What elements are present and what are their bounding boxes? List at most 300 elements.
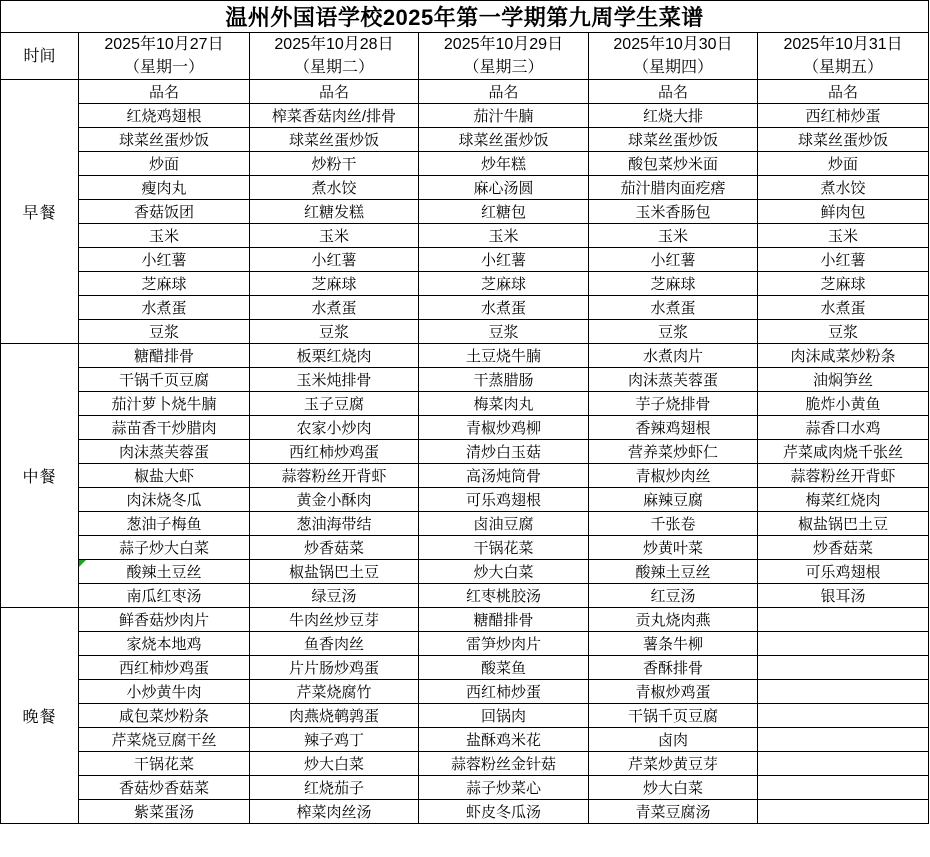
menu-cell [419, 416, 589, 440]
menu-cell-text: 西红柿炒蛋 [465, 684, 541, 702]
menu-row [1, 488, 929, 512]
menu-cell-text: 芝麻球 [480, 276, 526, 294]
menu-cell [250, 632, 419, 656]
menu-cell [419, 392, 589, 416]
menu-cell-text: 蒜蓉粉丝金针菇 [450, 756, 556, 774]
menu-cell-text: 农家小炒肉 [296, 420, 372, 438]
menu-cell [250, 800, 419, 824]
menu-cell [79, 704, 250, 728]
menu-cell-text: 紫菜蛋汤 [133, 804, 194, 822]
menu-row [1, 176, 929, 200]
menu-cell-text: 豆浆 [148, 324, 179, 342]
menu-cell-text: 榨菜肉丝汤 [296, 804, 372, 822]
menu-row [1, 560, 929, 584]
menu-cell-text: 干锅花菜 [133, 756, 194, 774]
day-weekday: （星期一） [123, 59, 204, 77]
day-weekday: （星期五） [803, 59, 884, 77]
menu-cell [79, 320, 250, 344]
menu-cell-text: 品名 [828, 84, 859, 102]
menu-cell-text: 芝麻球 [311, 276, 357, 294]
menu-cell-text: 鱼香肉丝 [303, 636, 364, 654]
menu-cell [79, 608, 250, 632]
menu-cell [589, 488, 758, 512]
menu-cell-text: 芝麻球 [650, 276, 696, 294]
menu-row [1, 536, 929, 560]
menu-cell [758, 104, 929, 128]
menu-cell-text: 玉米炖排骨 [296, 372, 372, 390]
menu-cell-text: 干锅千页豆腐 [118, 372, 209, 390]
menu-cell [250, 128, 419, 152]
menu-cell-text: 酸辣土豆丝 [635, 564, 711, 582]
menu-cell [758, 248, 929, 272]
menu-cell [758, 80, 929, 104]
menu-cell [250, 80, 419, 104]
day-date: 2025年10月28日 [274, 36, 394, 53]
menu-cell-text: 银耳汤 [820, 588, 866, 606]
menu-cell [419, 224, 589, 248]
meal-label: 早餐 [1, 80, 79, 344]
menu-cell [250, 728, 419, 752]
menu-cell-text: 肉沫咸菜炒粉条 [790, 348, 896, 366]
day-header-3 [419, 33, 589, 80]
menu-row [1, 368, 929, 392]
menu-cell [758, 488, 929, 512]
menu-cell [589, 680, 758, 704]
menu-cell-text: 千张卷 [650, 516, 696, 534]
menu-cell [250, 704, 419, 728]
menu-cell [250, 104, 419, 128]
menu-cell [758, 296, 929, 320]
menu-cell-text: 黄金小酥肉 [296, 492, 372, 510]
menu-cell-text: 西红柿炒鸡蛋 [288, 444, 379, 462]
menu-cell-text: 青椒炒肉丝 [635, 468, 711, 486]
menu-row [1, 440, 929, 464]
menu-cell-text: 营养菜炒虾仁 [627, 444, 718, 462]
menu-row [1, 464, 929, 488]
menu-cell [79, 344, 250, 368]
menu-cell-text: 鲜香菇炒肉片 [118, 612, 209, 630]
menu-cell [250, 512, 419, 536]
menu-cell [250, 176, 419, 200]
menu-cell-text: 咸包菜炒粉条 [118, 708, 209, 726]
menu-row [1, 776, 929, 800]
menu-cell [589, 368, 758, 392]
menu-cell-text: 豆浆 [488, 324, 519, 342]
menu-cell-text: 红糖发糕 [303, 204, 364, 222]
menu-cell [419, 464, 589, 488]
menu-cell-text: 鲜肉包 [820, 204, 866, 222]
menu-cell-text: 球菜丝蛋炒饭 [627, 132, 718, 150]
menu-cell [419, 80, 589, 104]
menu-cell-text: 玉子豆腐 [303, 396, 364, 414]
menu-cell-text: 酸包菜炒米面 [627, 156, 718, 174]
menu-cell [79, 272, 250, 296]
menu-cell [758, 704, 929, 728]
menu-row [1, 512, 929, 536]
menu-cell-text: 梅菜肉丸 [473, 396, 534, 414]
menu-cell [758, 800, 929, 824]
menu-cell-text: 虾皮冬瓜汤 [465, 804, 541, 822]
menu-cell [79, 176, 250, 200]
menu-row [1, 248, 929, 272]
menu-cell [250, 368, 419, 392]
menu-cell [419, 776, 589, 800]
menu-cell [419, 248, 589, 272]
menu-cell [589, 392, 758, 416]
menu-cell-text: 球菜丝蛋炒饭 [798, 132, 889, 150]
menu-cell [419, 632, 589, 656]
menu-cell-text: 小红薯 [480, 252, 526, 270]
menu-cell-text: 家烧本地鸡 [126, 636, 202, 654]
day-date: 2025年10月29日 [443, 36, 564, 53]
menu-cell-text: 芹菜咸肉烧千张丝 [783, 444, 904, 462]
menu-cell [419, 272, 589, 296]
menu-cell-text: 炒面 [828, 156, 859, 174]
menu-cell-text: 蒜香口水鸡 [805, 420, 881, 438]
menu-cell-text: 可乐鸡翅根 [805, 564, 881, 582]
menu-cell-text: 品名 [148, 84, 179, 102]
menu-cell [589, 584, 758, 608]
menu-cell [79, 80, 250, 104]
menu-cell-text: 香菇饭团 [133, 204, 194, 222]
menu-cell [419, 296, 589, 320]
menu-cell [758, 680, 929, 704]
menu-cell [419, 560, 589, 584]
menu-cell-text: 高汤炖筒骨 [465, 468, 541, 486]
menu-cell-text: 可乐鸡翅根 [465, 492, 541, 510]
menu-cell-text: 水煮蛋 [480, 300, 526, 318]
menu-cell [79, 464, 250, 488]
menu-cell [589, 512, 758, 536]
menu-cell-text: 水煮肉片 [642, 348, 703, 366]
menu-cell-text: 球菜丝蛋炒饭 [458, 132, 549, 150]
menu-cell-text: 球菜丝蛋炒饭 [288, 132, 379, 150]
menu-cell [419, 344, 589, 368]
menu-row [1, 296, 929, 320]
menu-cell-text: 香酥排骨 [642, 660, 703, 678]
menu-cell [419, 176, 589, 200]
menu-cell [758, 176, 929, 200]
menu-cell [79, 680, 250, 704]
menu-cell-text: 卤油豆腐 [473, 516, 534, 534]
menu-cell-text: 煮水饺 [311, 180, 357, 198]
menu-cell [250, 536, 419, 560]
menu-cell [79, 632, 250, 656]
menu-cell [758, 320, 929, 344]
menu-cell [419, 320, 589, 344]
menu-cell-text: 青菜豆腐汤 [635, 804, 711, 822]
menu-cell-text: 椒盐大虾 [133, 468, 194, 486]
day-date: 2025年10月30日 [613, 36, 733, 53]
menu-cell-text: 西红柿炒鸡蛋 [118, 660, 209, 678]
menu-cell [589, 560, 758, 584]
menu-cell-text: 水煮蛋 [311, 300, 357, 318]
menu-cell [419, 152, 589, 176]
menu-cell [79, 488, 250, 512]
menu-cell-text: 牛肉丝炒豆芽 [288, 612, 379, 630]
menu-row [1, 320, 929, 344]
menu-cell-text: 酸辣土豆丝 [126, 564, 202, 582]
menu-row [1, 80, 929, 104]
menu-cell [758, 344, 929, 368]
menu-cell [250, 248, 419, 272]
menu-cell-text: 干锅花菜 [473, 540, 534, 558]
menu-cell [79, 560, 250, 584]
title-row [1, 1, 929, 33]
menu-cell [589, 320, 758, 344]
day-header-2 [250, 33, 419, 80]
menu-cell [79, 152, 250, 176]
menu-cell [758, 440, 929, 464]
menu-cell-text: 椒盐锅巴土豆 [288, 564, 379, 582]
menu-cell [79, 224, 250, 248]
menu-cell-text: 脆炸小黄鱼 [805, 396, 881, 414]
menu-cell [419, 440, 589, 464]
menu-row [1, 224, 929, 248]
menu-cell [419, 368, 589, 392]
menu-cell [758, 560, 929, 584]
menu-cell [758, 776, 929, 800]
time-label: 时间 [1, 33, 79, 80]
menu-cell-text: 小红薯 [141, 252, 187, 270]
menu-cell [758, 752, 929, 776]
menu-cell-text: 蒜子炒大白菜 [118, 540, 209, 558]
menu-cell-text: 梅菜红烧肉 [805, 492, 881, 510]
menu-cell-text: 肉燕烧鹌鹑蛋 [288, 708, 379, 726]
menu-cell-text: 干蒸腊肠 [473, 372, 534, 390]
menu-cell [758, 608, 929, 632]
menu-cell-text: 玉米 [488, 228, 519, 246]
menu-cell [250, 560, 419, 584]
menu-cell [589, 704, 758, 728]
menu-cell-text: 红烧茄子 [303, 780, 364, 798]
day-header-1 [79, 33, 250, 80]
menu-cell [589, 464, 758, 488]
menu-cell [79, 416, 250, 440]
menu-cell-text: 品名 [657, 84, 688, 102]
menu-cell [758, 632, 929, 656]
menu-cell [250, 776, 419, 800]
menu-cell-text: 糖醋排骨 [473, 612, 534, 630]
menu-cell-text: 炒香菇菜 [813, 540, 874, 558]
menu-cell [589, 728, 758, 752]
menu-cell [79, 392, 250, 416]
menu-cell [419, 752, 589, 776]
menu-cell-text: 绿豆汤 [311, 588, 357, 606]
menu-cell-text: 豆浆 [657, 324, 688, 342]
menu-cell-text: 瘦肉丸 [141, 180, 187, 198]
menu-cell-text: 辣子鸡丁 [303, 732, 364, 750]
menu-cell [589, 344, 758, 368]
menu-row [1, 752, 929, 776]
menu-cell-text: 芝麻球 [141, 276, 187, 294]
menu-cell [589, 176, 758, 200]
menu-cell-text: 土豆烧牛腩 [465, 348, 541, 366]
menu-cell [419, 704, 589, 728]
menu-cell [589, 800, 758, 824]
menu-cell-text: 豆浆 [318, 324, 349, 342]
meal-label: 晚餐 [1, 608, 79, 824]
menu-row [1, 272, 929, 296]
menu-row [1, 128, 929, 152]
menu-cell [79, 512, 250, 536]
menu-cell-text: 小红薯 [820, 252, 866, 270]
menu-cell-text: 水煮蛋 [820, 300, 866, 318]
menu-cell-text: 芹菜烧豆腐干丝 [111, 732, 217, 750]
menu-cell [589, 752, 758, 776]
menu-row [1, 800, 929, 824]
menu-cell-text: 蒜蓉粉丝开背虾 [790, 468, 896, 486]
menu-cell-text: 煮水饺 [820, 180, 866, 198]
menu-cell [758, 152, 929, 176]
menu-cell-text: 小红薯 [311, 252, 357, 270]
menu-cell-text: 芹菜炒黄豆芽 [627, 756, 718, 774]
menu-cell-text: 茄汁牛腩 [473, 108, 534, 126]
menu-cell-text: 南瓜红枣汤 [126, 588, 202, 606]
day-header-4 [589, 33, 758, 80]
menu-cell-text: 红糖包 [480, 204, 526, 222]
menu-cell [589, 608, 758, 632]
menu-cell [79, 728, 250, 752]
menu-cell-text: 红烧大排 [642, 108, 703, 126]
menu-cell [250, 488, 419, 512]
menu-cell-text: 椒盐锅巴土豆 [798, 516, 889, 534]
menu-cell-text: 香菇炒香菇菜 [118, 780, 209, 798]
menu-cell-text: 玉米 [657, 228, 688, 246]
menu-cell-text: 板栗红烧肉 [296, 348, 372, 366]
menu-cell [250, 656, 419, 680]
menu-cell [250, 440, 419, 464]
menu-cell [250, 344, 419, 368]
menu-cell-text: 葱油海带结 [296, 516, 372, 534]
menu-cell-text: 豆浆 [828, 324, 859, 342]
menu-cell [419, 200, 589, 224]
menu-cell [250, 416, 419, 440]
menu-cell-text: 品名 [488, 84, 519, 102]
menu-cell-text: 青椒炒鸡蛋 [635, 684, 711, 702]
menu-cell [589, 104, 758, 128]
header-row [1, 33, 929, 80]
menu-cell-text: 干锅千页豆腐 [627, 708, 718, 726]
menu-cell-text: 葱油子梅鱼 [126, 516, 202, 534]
menu-cell [250, 392, 419, 416]
menu-cell [79, 104, 250, 128]
menu-cell-text: 玉米 [148, 228, 179, 246]
menu-cell-text: 雷笋炒肉片 [465, 636, 541, 654]
menu-cell-text: 麻辣豆腐 [642, 492, 703, 510]
menu-cell [589, 152, 758, 176]
menu-row [1, 608, 929, 632]
menu-cell [589, 248, 758, 272]
menu-cell [758, 728, 929, 752]
menu-cell-text: 盐酥鸡米花 [465, 732, 541, 750]
menu-cell-text: 炒粉干 [311, 156, 357, 174]
menu-cell [79, 800, 250, 824]
menu-row [1, 104, 929, 128]
menu-cell-text: 芹菜烧腐竹 [296, 684, 372, 702]
menu-cell-text: 榨菜香菇肉丝/排骨 [271, 108, 397, 126]
menu-cell [758, 536, 929, 560]
menu-cell-text: 青椒炒鸡柳 [465, 420, 541, 438]
menu-row [1, 656, 929, 680]
menu-row [1, 584, 929, 608]
menu-cell-text: 肉沫烧冬瓜 [126, 492, 202, 510]
menu-cell [79, 656, 250, 680]
menu-cell-text: 炒香菇菜 [303, 540, 364, 558]
menu-cell [250, 752, 419, 776]
menu-cell [79, 368, 250, 392]
menu-cell [589, 272, 758, 296]
menu-cell [589, 632, 758, 656]
menu-row [1, 200, 929, 224]
menu-cell [758, 656, 929, 680]
menu-cell [758, 392, 929, 416]
menu-cell-text: 西红柿炒蛋 [805, 108, 881, 126]
menu-cell-text: 贡丸烧肉燕 [635, 612, 711, 630]
menu-cell-text: 蒜苗香干炒腊肉 [111, 420, 217, 438]
menu-cell [250, 320, 419, 344]
menu-cell [589, 128, 758, 152]
menu-cell [79, 248, 250, 272]
menu-row [1, 152, 929, 176]
menu-cell [589, 296, 758, 320]
menu-cell-text: 小炒黄牛肉 [126, 684, 202, 702]
menu-cell [419, 800, 589, 824]
menu-cell [250, 200, 419, 224]
menu-cell-text: 芋子烧排骨 [635, 396, 711, 414]
menu-cell-text: 肉沫蒸芙蓉蛋 [627, 372, 718, 390]
menu-cell [79, 128, 250, 152]
menu-cell-text: 肉沫蒸芙蓉蛋 [118, 444, 209, 462]
menu-cell [250, 152, 419, 176]
menu-cell-text: 麻心汤圆 [473, 180, 534, 198]
day-header-5 [758, 33, 929, 80]
menu-cell-text: 炒大白菜 [303, 756, 364, 774]
cell-comment-marker-icon [79, 560, 86, 567]
menu-row [1, 392, 929, 416]
page-title: 温州外国语学校2025年第一学期第九周学生菜谱 [1, 1, 929, 33]
menu-cell [419, 680, 589, 704]
menu-cell-text: 红枣桃胶汤 [465, 588, 541, 606]
menu-cell [79, 296, 250, 320]
menu-cell-text: 酸菜鱼 [480, 660, 526, 678]
menu-cell [79, 440, 250, 464]
menu-cell-text: 炒年糕 [480, 156, 526, 174]
menu-cell-text: 茄汁萝卜烧牛腩 [111, 396, 217, 414]
menu-cell-text: 清炒白玉菇 [465, 444, 541, 462]
menu-cell [419, 728, 589, 752]
menu-cell-text: 薯条牛柳 [642, 636, 703, 654]
day-weekday: （星期二） [293, 59, 374, 77]
menu-cell [589, 416, 758, 440]
menu-cell-text: 卤肉 [657, 732, 688, 750]
menu-cell [589, 80, 758, 104]
menu-cell-text: 小红薯 [650, 252, 696, 270]
menu-cell [79, 200, 250, 224]
menu-cell-text: 糖醋排骨 [133, 348, 194, 366]
menu-cell-text: 炒面 [148, 156, 179, 174]
menu-cell-text: 油焖笋丝 [813, 372, 874, 390]
menu-cell-text: 芝麻球 [820, 276, 866, 294]
menu-cell [419, 536, 589, 560]
menu-cell-text: 玉米 [318, 228, 349, 246]
day-date: 2025年10月27日 [104, 36, 224, 53]
menu-cell-text: 回锅肉 [480, 708, 526, 726]
menu-cell [758, 128, 929, 152]
menu-cell [250, 584, 419, 608]
menu-cell-text: 香辣鸡翅根 [635, 420, 711, 438]
menu-row [1, 344, 929, 368]
